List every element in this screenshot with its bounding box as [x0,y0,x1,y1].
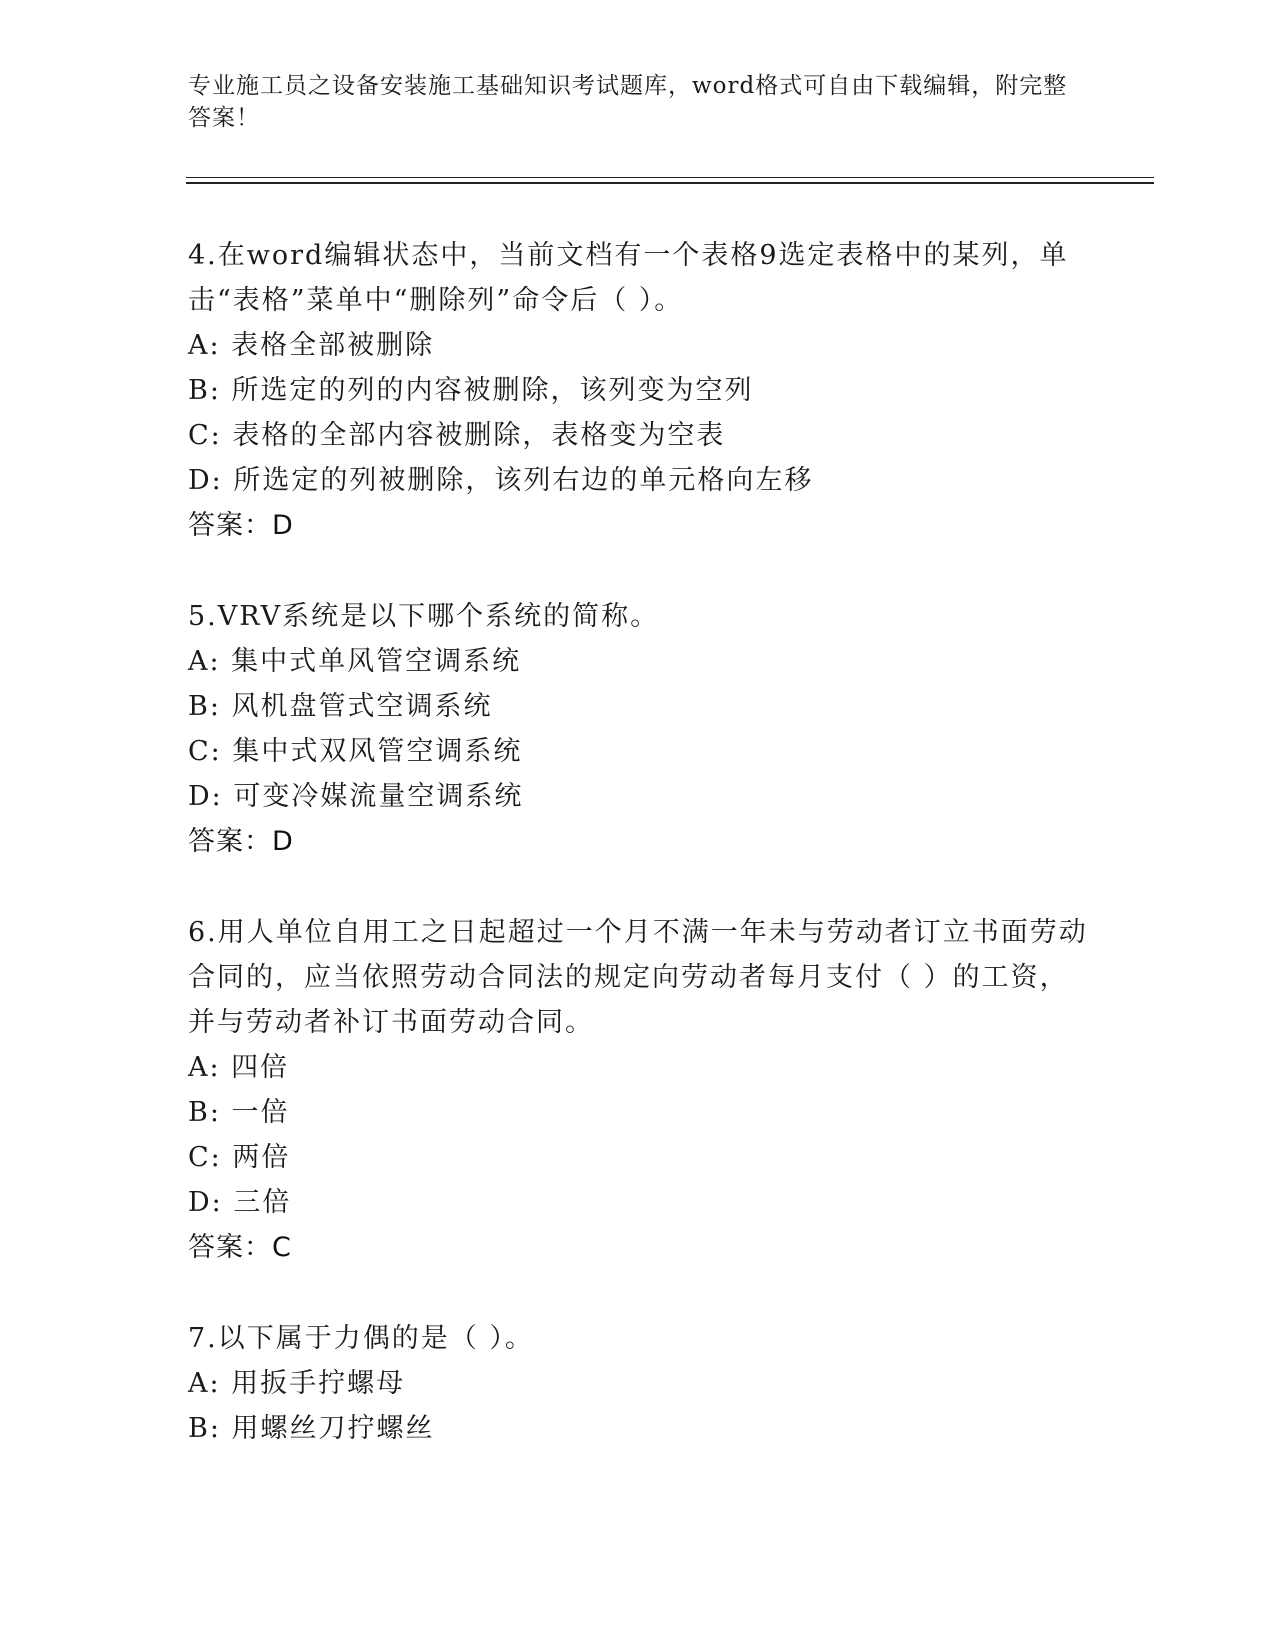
option-a: A: 表格全部被删除 [188,330,435,361]
option-b: B: 一倍 [188,1097,290,1128]
option-a: A: 集中式单风管空调系统 [188,646,522,677]
answer: 答案：D [188,826,294,857]
question-4 [188,233,1088,548]
option-c: C: 表格的全部内容被删除，表格变为空表 [188,420,726,451]
question-stem: 4.在word编辑状态中，当前文档有一个表格9选定表格中的某列，单击“表格”菜单中“删除列”命令后（ ）。 [188,240,1069,316]
answer: 答案：D [188,510,294,541]
option-d: D: 可变冷媒流量空调系统 [188,781,524,812]
question-7 [188,1316,1088,1451]
header-divider-thick [186,182,1154,184]
option-c: C: 集中式双风管空调系统 [188,736,523,767]
answer: 答案：C [188,1232,292,1263]
option-b: B: 用螺丝刀拧螺丝 [188,1413,435,1444]
option-d: D: 所选定的列被删除，该列右边的单元格向左移 [188,465,814,496]
question-stem: 7.以下属于力偶的是（ ）。 [188,1323,534,1354]
question-list [188,233,1088,1497]
option-c: C: 两倍 [188,1142,291,1173]
question-6 [188,910,1088,1270]
option-b: B: 风机盘管式空调系统 [188,691,493,722]
option-a: A: 四倍 [188,1052,290,1083]
document-header: 专业施工员之设备安装施工基础知识考试题库，word格式可自由下载编辑，附完整答案！ [188,73,1068,131]
option-d: D: 三倍 [188,1187,292,1218]
question-5 [188,594,1088,864]
question-stem: 6.用人单位自用工之日起超过一个月不满一年未与劳动者订立书面劳动合同的，应当依照劳动合同法的规定向劳动者每月支付（ ）的工资，并与劳动者补订书面劳动合同。 [188,917,1088,1038]
option-a: A: 用扳手拧螺母 [188,1368,406,1399]
option-b: B: 所选定的列的内容被删除，该列变为空列 [188,375,754,406]
header-divider [186,177,1154,178]
question-stem: 5.VRV系统是以下哪个系统的简称。 [188,601,660,632]
